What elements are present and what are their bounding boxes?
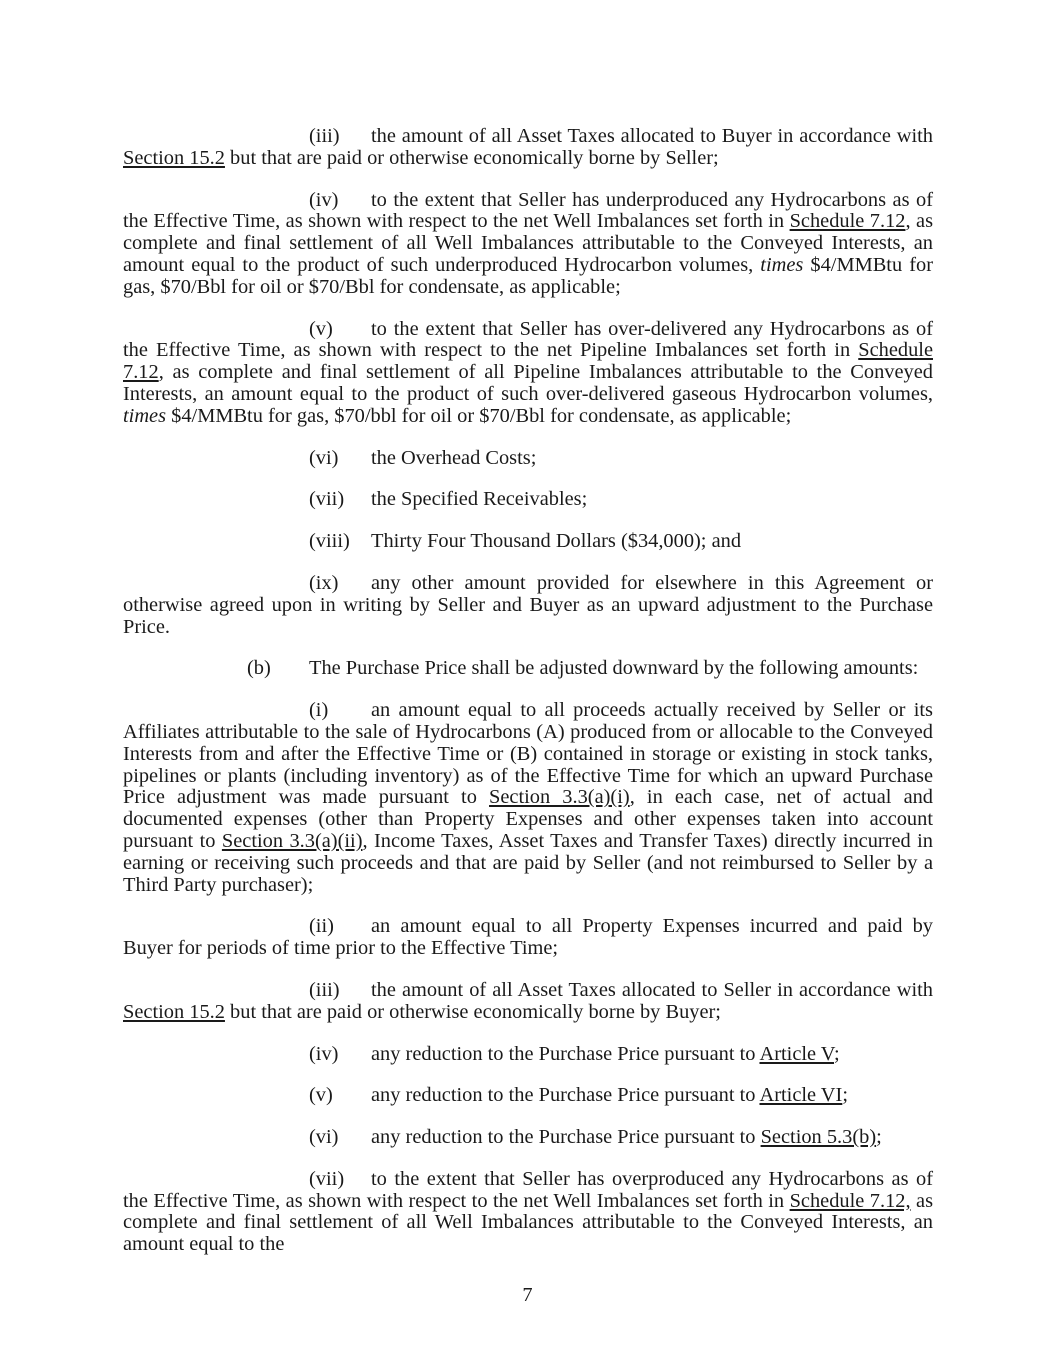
clause-number: (iii) (309, 125, 340, 147)
text-run: Thirty Four Thousand Dollars ($34,000); and (371, 530, 742, 553)
clause-number: (vii) (309, 1167, 345, 1190)
clause-number: (vii) (309, 488, 345, 511)
clause-number: (v) (309, 1084, 333, 1107)
paragraph-b-i (123, 700, 933, 896)
text-run: to the extent that Seller has over-delivered any Hydrocarbons as of the Effective Time, as shown with respect to the net Pipeline Imbalances set forth in (123, 317, 933, 362)
paragraph-a-v (123, 319, 933, 428)
page-number: 7 (522, 1284, 533, 1306)
cross-reference: Article V (759, 1042, 835, 1065)
clause-number: (v) (309, 317, 333, 340)
paragraph-b-ii (123, 916, 933, 960)
paragraph-a-ix (123, 573, 933, 638)
paragraph-a-viii (123, 531, 933, 553)
text-run: , as complete and final settlement of all Pipeline Imbalances attributable to the Conveyed Interests, an amount equal to the product of such over-delivered gaseous Hydrocarbon volumes, (123, 361, 933, 405)
cross-reference: Schedule 7.12 (789, 210, 906, 233)
paragraph-a-iv (123, 190, 933, 299)
paragraph-b-vii (123, 1169, 933, 1256)
text-run: any reduction to the Purchase Price pursuant to (371, 1084, 760, 1107)
clause-number: (vi) (309, 1126, 339, 1149)
text-run: any other amount provided for elsewhere in this Agreement or otherwise agreed upon in writing by Seller and Buyer as an upward adjustment to the Purchase Price. (123, 571, 933, 638)
clause-number: (b) (247, 657, 271, 680)
text-run: , as complete and final settlement of all Well Imbalances attributable to the Conveyed Interests, an amount equal to the product of such underproduced Hydrocarbon volumes, (123, 210, 934, 276)
cross-reference: Section 3.3(a)(ii) (221, 829, 363, 852)
text-run: any reduction to the Purchase Price pursuant to (371, 1126, 761, 1149)
cross-reference: Schedule 7.12, (789, 1189, 911, 1212)
clause-number: (ii) (309, 915, 334, 938)
emphasis-text: times (760, 253, 804, 276)
paragraph-b-iii (123, 980, 933, 1024)
paragraph-a-vii (123, 489, 933, 511)
text-run: the amount of all Asset Taxes allocated to Buyer in accordance with (371, 125, 933, 147)
cross-reference: Section 5.3(b) (760, 1126, 877, 1149)
text-run: the amount of all Asset Taxes allocated to Seller in accordance with (371, 978, 933, 1001)
text-run: the Specified Receivables; (371, 488, 588, 511)
paragraph-b-iv (123, 1044, 933, 1066)
document-body (123, 126, 933, 1276)
clause-number: (i) (309, 699, 329, 722)
cross-reference: Section 15.2 (123, 1000, 225, 1023)
text-run: but that are paid or otherwise economically borne by Seller; (224, 146, 719, 169)
cross-reference: Section 3.3(a)(i) (489, 786, 630, 809)
clause-number: (ix) (309, 571, 339, 594)
text-run: , in each case, net of actual and documented expenses (other than Property Expenses and other expenses taken into account pursuant to (123, 786, 934, 852)
text-run: an amount equal to all proceeds actually received by Seller or its Affiliates attributable to the sale of Hydrocarbons (A) produced from or allocable to the Conveyed Interests from and after the Effective Time or (B) contained in storage or existing in stock tanks, pipelines or plants (including inventory) as of the Effective Time for which an upward Purchase Price adjustment was made pursuant to (123, 699, 933, 809)
text-run: to the extent that Seller has underproduced any Hydrocarbons as of the Effective Time, as shown with respect to the net Well Imbalances set forth in (123, 188, 933, 233)
cross-reference: Section 15.2 (123, 146, 225, 169)
clause-number: (vi) (309, 446, 339, 469)
text-run: ; (876, 1126, 882, 1149)
clause-number: (viii) (309, 530, 350, 553)
cross-reference: Article VI (759, 1084, 843, 1107)
text-run: an amount equal to all Property Expenses incurred and paid by Buyer for periods of time prior to the Effective Time; (123, 915, 933, 960)
emphasis-text: times (123, 404, 167, 427)
text-run: ; (834, 1042, 840, 1065)
page-footer (0, 1285, 1055, 1307)
text-run: any reduction to the Purchase Price pursuant to (371, 1042, 760, 1065)
text-run: as complete and final settlement of all Well Imbalances attributable to the Conveyed Interests, an amount equal to the (123, 1189, 933, 1256)
text-run: to the extent that Seller has overproduced any Hydrocarbons as of the Effective Time, as shown with respect to the net Well Imbalances set forth in (123, 1167, 933, 1212)
clause-number: (iii) (309, 978, 340, 1001)
clause-number: (iv) (309, 188, 339, 211)
text-run: but that are paid or otherwise economically borne by Buyer; (224, 1000, 721, 1023)
paragraph-a-vi (123, 448, 933, 470)
text-run: , Income Taxes, Asset Taxes and Transfer Taxes) directly incurred in earning or receiving such proceeds and that are paid by Seller (and not reimbursed to Seller by a Third Party purchaser); (123, 829, 933, 896)
text-run: $4/MMBtu for gas, $70/Bbl for oil or $70/Bbl for condensate, as applicable; (123, 253, 933, 298)
text-run: ; (842, 1084, 848, 1107)
paragraph-b (123, 658, 933, 680)
text-run: The Purchase Price shall be adjusted downward by the following amounts: (309, 657, 919, 680)
clause-number: (iv) (309, 1042, 339, 1065)
paragraph-b-v (123, 1085, 933, 1107)
text-run: the Overhead Costs; (371, 446, 537, 469)
text-run: $4/MMBtu for gas, $70/bbl for oil or $70/Bbl for condensate, as applicable; (166, 404, 792, 427)
paragraph-b-vi (123, 1127, 933, 1149)
paragraph-a-iii (123, 126, 933, 170)
cross-reference: Schedule 7.12 (123, 339, 933, 384)
